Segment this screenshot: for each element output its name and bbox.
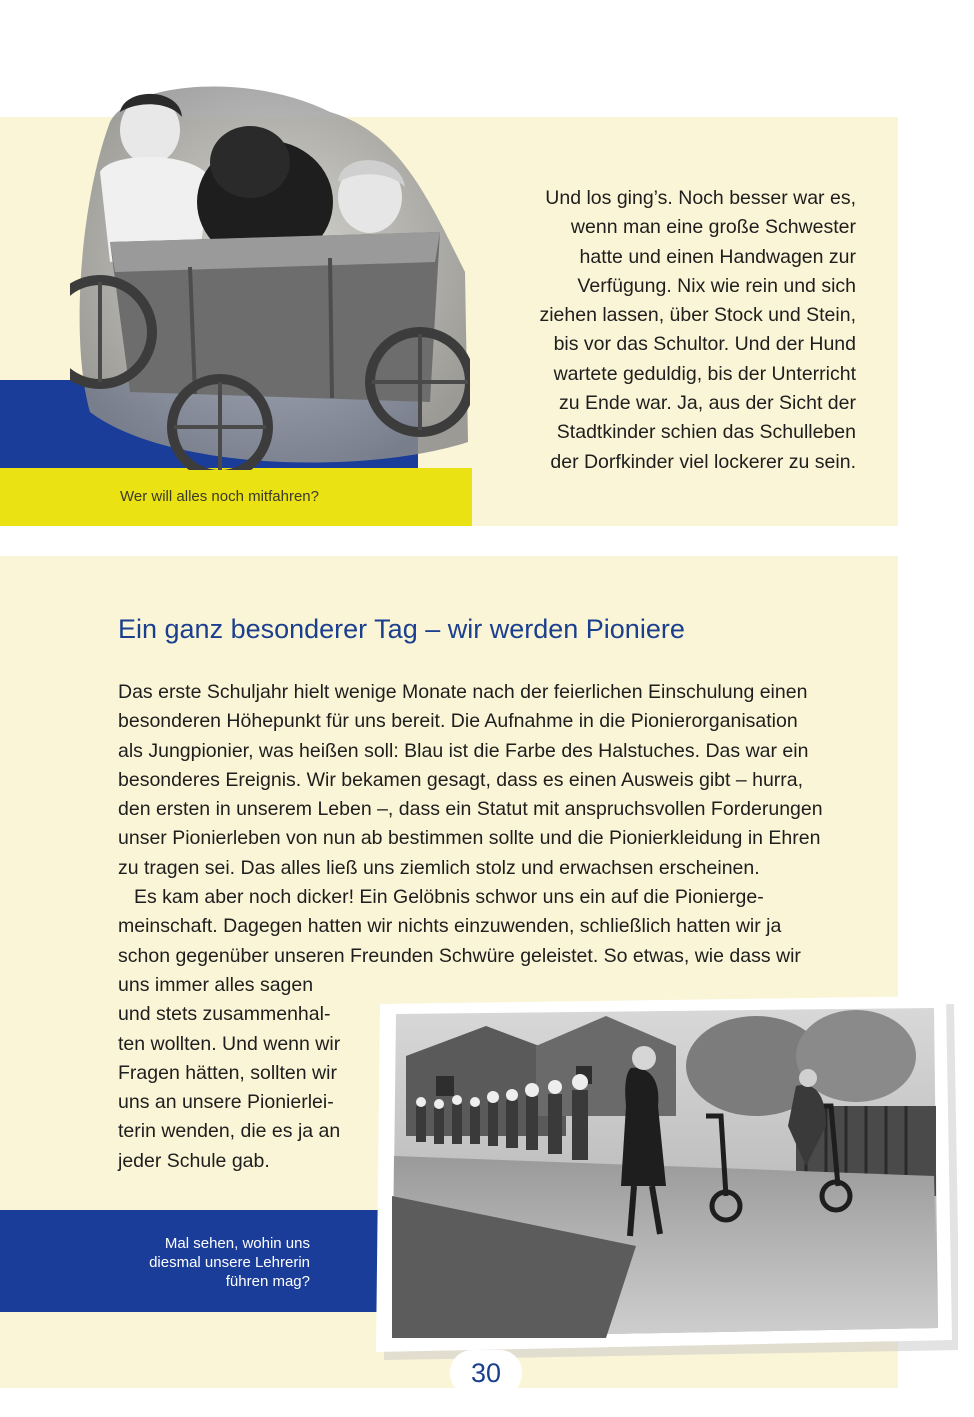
text-line: besonderen Höhepunkt für uns bereit. Die Aufnahme in die Pionierorganisation: [118, 710, 798, 733]
caption-parade: [50, 1234, 310, 1291]
text-line: uns immer alles sagen: [118, 973, 314, 996]
text-line: Und los ging’s. Noch besser war es,: [545, 187, 856, 209]
text-line: meinschaft. Dagegen hatten wir nichts einzuwenden, schließlich hatten wir ja: [118, 915, 782, 938]
caption-box-bottom: [0, 1210, 380, 1312]
text-line: Das erste Schuljahr hielt wenige Monate nach der feierlichen Einschulung einen: [118, 681, 808, 703]
text-line: zu tragen sei. Das alles ließ uns ziemlich stolz und erwachsen erscheinen.: [118, 856, 760, 879]
text-line: Es kam aber noch dicker! Ein Gelöbnis schwor uns ein auf die Pionierge-: [134, 886, 764, 909]
text-line: schon gegenüber unseren Freunden Schwüre geleistet. So etwas, wie dass wir: [118, 944, 801, 967]
text-line: Verfügung. Nix wie rein und sich: [577, 274, 856, 297]
text-line: den ersten in unserem Leben –, dass ein Statut mit anspruchsvollen Forderungen: [118, 798, 823, 821]
text-line: Stadtkinder schien das Schulleben: [556, 421, 856, 444]
text-line: wartete geduldig, bis der Unterricht: [553, 362, 856, 385]
text-line: besonderes Ereignis. Wir bekamen gesagt, dass es einen Ausweis gibt – hurra,: [118, 768, 804, 791]
page-number: 30: [450, 1350, 522, 1396]
text-line: ten wollten. Und wenn wir: [118, 1032, 341, 1055]
caption-cart: Wer will alles noch mitfahren?: [120, 488, 319, 505]
caption-line: diesmal unsere Lehrerin: [149, 1254, 310, 1271]
top-text-block: [504, 184, 856, 477]
text-line: terin wenden, die es ja an: [118, 1120, 341, 1143]
text-line: ziehen lassen, über Stock und Stein,: [539, 304, 856, 327]
photo-children-in-cart: [70, 82, 470, 470]
text-line: jeder Schule gab.: [118, 1149, 270, 1172]
caption-box-top: [0, 468, 472, 526]
text-line: zu Ende war. Ja, aus der Sicht der: [559, 392, 856, 415]
text-line: wenn man eine große Schwester: [570, 216, 856, 239]
text-line: bis vor das Schultor. Und der Hund: [553, 333, 856, 356]
caption-line: Mal sehen, wohin uns: [164, 1235, 310, 1252]
text-line: hatte und einen Handwagen zur: [579, 245, 856, 268]
text-line: Fragen hätten, sollten wir: [118, 1061, 337, 1084]
caption-line: führen mag?: [225, 1273, 310, 1290]
text-line: und stets zusammenhal-: [118, 1003, 331, 1026]
text-line: als Jungpionier, was heißen soll: Blau ist die Farbe des Halstuches. Das war ein: [118, 739, 809, 762]
text-line: uns an unsere Pionierlei-: [118, 1091, 334, 1114]
photo-pioneer-parade: [376, 996, 958, 1362]
text-line: der Dorfkinder viel lockerer zu sein.: [550, 450, 856, 473]
text-line: unser Pionierleben von nun ab bestimmen sollte und die Pionierkleidung in Ehren: [118, 827, 821, 850]
section-heading: Ein ganz besonderer Tag – wir werden Pioniere: [118, 614, 685, 644]
